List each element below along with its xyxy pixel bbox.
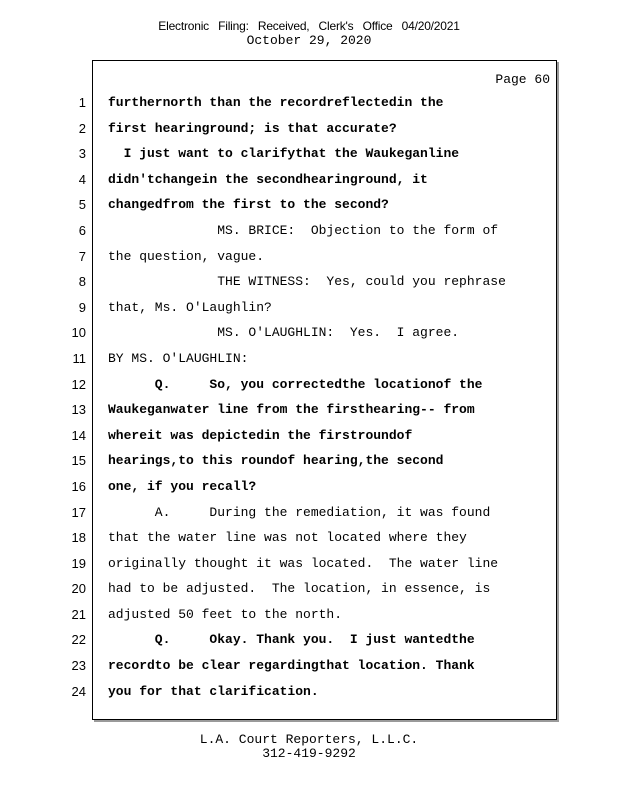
transcript-line: A. During the remediation, it was found bbox=[108, 504, 491, 520]
transcript-line: one, if you recall? bbox=[108, 478, 257, 494]
transcript-line: Q. So, you correctedthe locationof the bbox=[108, 376, 483, 392]
transcript-line: that, Ms. O'Laughlin? bbox=[108, 299, 272, 315]
transcript-line: the question, vague. bbox=[108, 248, 265, 264]
line-number: 8 bbox=[78, 274, 86, 290]
line-number: 15 bbox=[71, 453, 86, 469]
court-reporter-name: L.A. Court Reporters, L.L.C. bbox=[199, 732, 419, 747]
line-number: 3 bbox=[78, 146, 86, 162]
line-number: 4 bbox=[78, 171, 86, 187]
line-number: 9 bbox=[78, 299, 86, 315]
transcript-text bbox=[108, 90, 548, 704]
line-number: 11 bbox=[72, 350, 86, 366]
line-number: 12 bbox=[71, 376, 86, 392]
transcript-line: furthernorth than the recordreflectedin the bbox=[108, 95, 444, 110]
transcript-line: changedfrom the first to the second? bbox=[108, 197, 389, 213]
line-number: 22 bbox=[71, 632, 86, 648]
line-number: 16 bbox=[71, 478, 86, 494]
page-header bbox=[0, 19, 618, 48]
transcript-line: hearings,to this roundof hearing,the second bbox=[108, 453, 444, 469]
page-footer bbox=[0, 733, 618, 761]
transcript-line: first hearinground; is that accurate? bbox=[108, 120, 397, 136]
line-number: 20 bbox=[71, 581, 86, 597]
line-number-column bbox=[0, 90, 86, 704]
transcript-line: recordto be clear regardingthat location. Thank bbox=[108, 658, 475, 674]
transcript-line: that the water line was not located where they bbox=[108, 530, 467, 546]
line-number: 17 bbox=[71, 504, 86, 520]
page-number: Page 60 bbox=[495, 72, 550, 87]
line-number: 24 bbox=[71, 683, 86, 699]
line-number: 6 bbox=[78, 222, 86, 238]
court-reporter-phone: 312-419-9292 bbox=[262, 746, 356, 761]
line-number: 7 bbox=[78, 248, 86, 264]
line-number: 18 bbox=[71, 530, 86, 546]
line-number: 21 bbox=[71, 606, 86, 622]
transcript-line: I just want to clarifythat the Waukeganline bbox=[108, 146, 460, 162]
line-number: 5 bbox=[78, 197, 86, 213]
transcript-line: had to be adjusted. The location, in essence, is bbox=[108, 581, 491, 597]
transcript-line: MS. O'LAUGHLIN: Yes. I agree. bbox=[108, 325, 460, 341]
transcript-line: originally thought it was located. The water line bbox=[108, 555, 499, 571]
line-number: 19 bbox=[71, 555, 86, 571]
line-number: 1 bbox=[78, 95, 86, 110]
transcript-line: BY MS. O'LAUGHLIN: bbox=[108, 350, 249, 366]
line-number: 23 bbox=[71, 658, 86, 674]
line-number: 13 bbox=[71, 402, 86, 418]
transcript-line: THE WITNESS: Yes, could you rephrase bbox=[108, 274, 506, 290]
filing-stamp: Electronic Filing: Received, Clerk's Office 04/20/2021 bbox=[158, 19, 460, 33]
transcript-line: you for that clarification. bbox=[108, 683, 319, 699]
transcript-line: whereit was depictedin the firstroundof bbox=[108, 427, 413, 443]
transcript-line: adjusted 50 feet to the north. bbox=[108, 606, 343, 622]
transcript-line: Q. Okay. Thank you. I just wantedthe bbox=[108, 632, 475, 648]
line-number: 14 bbox=[71, 427, 86, 443]
line-number: 10 bbox=[71, 325, 86, 341]
transcript-line: didn'tchangein the secondhearinground, it bbox=[108, 171, 428, 187]
deposition-date: October 29, 2020 bbox=[246, 33, 372, 48]
line-number: 2 bbox=[78, 120, 86, 136]
transcript-line: Waukeganwater line from the firsthearing-- from bbox=[108, 402, 475, 418]
transcript-line: MS. BRICE: Objection to the form of bbox=[108, 222, 499, 238]
